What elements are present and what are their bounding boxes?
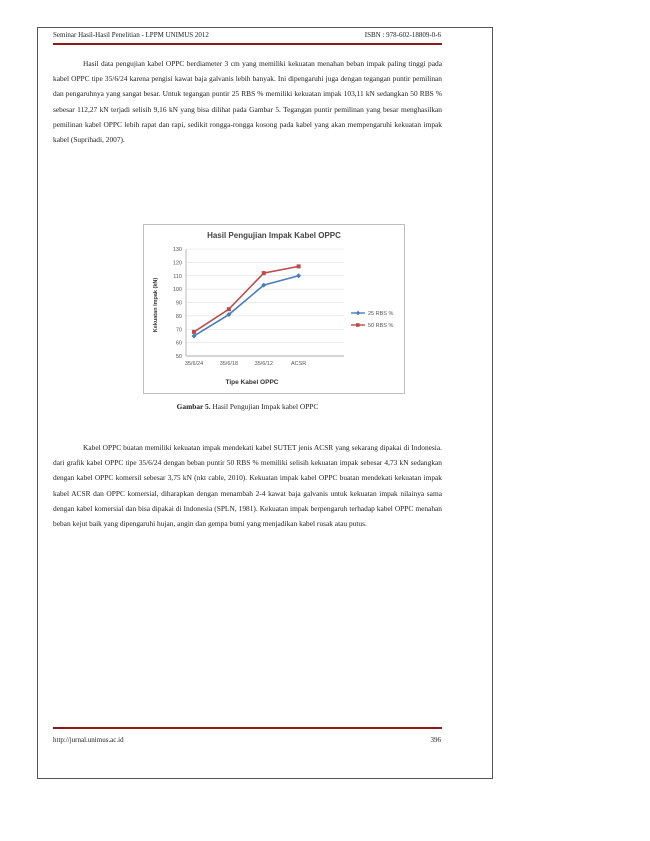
header-rule bbox=[53, 43, 442, 45]
data-point bbox=[296, 273, 301, 278]
y-tick-label: 110 bbox=[173, 273, 182, 280]
footer-url[interactable]: http://jurnal.unimus.ac.id bbox=[53, 736, 124, 744]
data-point bbox=[262, 271, 266, 275]
y-tick-label: 100 bbox=[172, 287, 182, 294]
x-tick-label: 35/6/24 bbox=[184, 361, 204, 367]
header-isbn: ISBN : 978-602-18809-0-6 bbox=[364, 31, 441, 39]
chart-y-axis-label: Kekuatan Impak (kN) bbox=[153, 277, 159, 333]
figure-caption bbox=[53, 402, 442, 411]
chart-title: Hasil Pengujian Impak Kabel OPPC bbox=[207, 231, 341, 240]
data-point bbox=[297, 264, 301, 268]
y-tick-label: 70 bbox=[175, 327, 182, 334]
x-tick-label: ACSR bbox=[290, 361, 307, 367]
impact-line-chart bbox=[144, 225, 404, 393]
x-tick-label: 35/6/18 bbox=[219, 361, 239, 367]
chart-x-axis-label: Tipe Kabel OPPC bbox=[225, 379, 279, 386]
series-line bbox=[194, 276, 299, 336]
footer-rule bbox=[53, 727, 442, 729]
page-number: 396 bbox=[430, 736, 441, 744]
data-point bbox=[192, 330, 196, 334]
y-tick-label: 90 bbox=[175, 300, 182, 307]
body-paragraph-1: Hasil data pengujian kabel OPPC berdiameter 3 cm yang memiliki kekuatan menahan beban impak paling tinggi pada kabel OPPC tipe 35/6/24 karena pengisi kawat baja galvanis lebih banyak. Ini dipengaruhi juga dengan tegangan puntir pemilinan dan pengaruhnya yang sangat besar. Untuk tegangan puntir 25 RBS % memiliki kekuatan impak 103,11 kN sedangkan 50 RBS % sebesar 112,27 kN terjadi selisih 9,16 kN yang bisa dilihat pada Gambar 5. Tegangan puntir pemilinan yang besar menghasilkan pemilinan kabel OPPC lebih rapat dan rapi, sedikit rongga-rongga kosong pada kabel yang akan mempengaruhi kekuatan impak kabel (Suprihadi, 2007). bbox=[53, 59, 442, 145]
y-tick-label: 120 bbox=[172, 260, 182, 267]
y-tick-label: 80 bbox=[175, 313, 182, 320]
data-point bbox=[227, 307, 231, 311]
figure-chart bbox=[143, 224, 405, 394]
legend-label: 50 RBS % bbox=[368, 323, 394, 329]
caption-label: Gambar 5. bbox=[176, 402, 211, 411]
y-tick-label: 130 bbox=[172, 247, 182, 253]
body-paragraph-2: Kabel OPPC buatan memiliki kekuatan impak mendekati kabel SUTET jenis ACSR yang sekarang dipakai di Indonesia. dari grafik kabel OPPC tipe 35/6/24 dengan beban puntir 50 RBS % memiliki selisih kekuatan impak sebesar 4,73 kN sedangkan dengan kabel OPPC komersil sebesar 3,75 kN (nkt cable, 2010). Kekuatan impak kabel OPPC buatan mendekati kekuatan impak kabel ACSR dan OPPC komersial, diharapkan dengan menambah 2-4 kawat baja galvanis untuk kekuatan impak nilainya sama dengan kabel komersial dan bisa dipakai di Indonesia (SPLN, 1981). Kekuatan impak berpengaruh terhadap kabel OPPC menahan beban kejut baik yang dipengaruhi hujan, angin dan gempa bumi yang menjadikan kabel rusak atau putus. bbox=[53, 443, 442, 529]
caption-text: Hasil Pengujian Impak kabel OPPC bbox=[210, 402, 319, 411]
y-tick-label: 50 bbox=[175, 354, 182, 360]
x-tick-label: 35/6/12 bbox=[254, 361, 273, 367]
legend-marker bbox=[356, 311, 361, 316]
legend-marker bbox=[356, 323, 360, 327]
legend-label: 25 RBS % bbox=[368, 311, 394, 317]
y-tick-label: 60 bbox=[175, 340, 182, 347]
header-seminar-title: Seminar Hasil-Hasil Penelitian - LPPM UNIMUS 2012 bbox=[53, 31, 209, 39]
